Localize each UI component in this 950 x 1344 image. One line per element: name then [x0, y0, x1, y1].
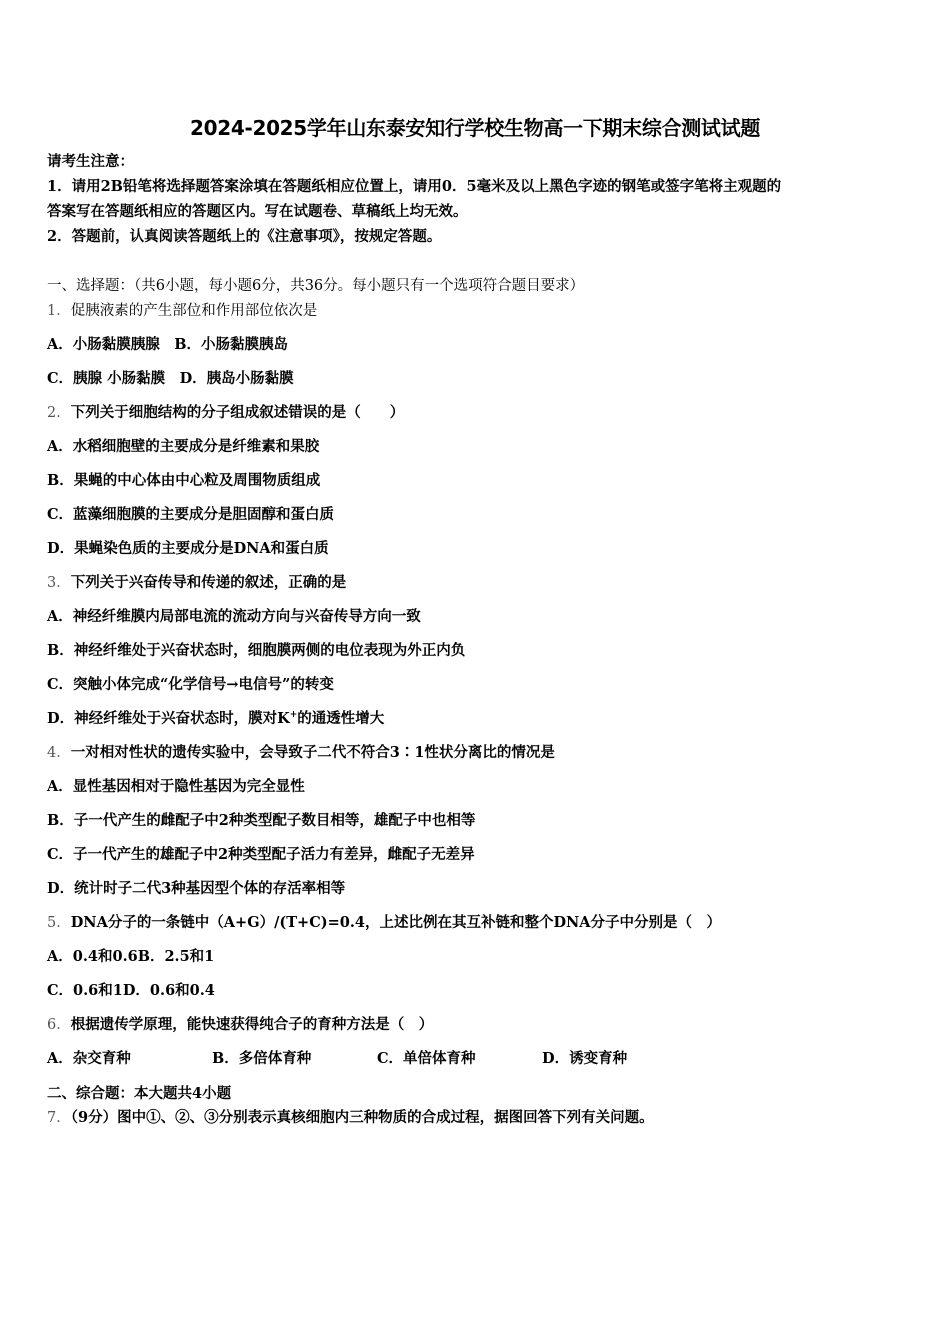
- question-4-option-b: B．子一代产生的雌配子中2种类型配子数目相等，雄配子中也相等: [47, 812, 476, 829]
- page-title: 2024-2025学年山东泰安知行学校生物高一下期末综合测试试题: [189, 116, 761, 140]
- question-text: 下列关于细胞结构的分子组成叙述错误的是（ ）: [70, 404, 405, 421]
- question-6-option-b: B．多倍体育种: [212, 1050, 312, 1067]
- question-text: （9分）图中①、②、③分别表示真核细胞内三种物质的合成过程，据图回答下列有关问题。: [70, 1109, 654, 1126]
- question-1-options-ab: A．小肠黏膜胰腺 B．小肠黏膜胰岛: [47, 336, 289, 353]
- question-2-stem: [47, 403, 404, 423]
- question-6-option-a: A．杂交育种: [47, 1050, 131, 1067]
- question-3-option-c: C．突触小体完成“化学信号→电信号”的转变: [47, 676, 334, 693]
- question-6-stem: [47, 1015, 433, 1035]
- question-text: 下列关于兴奋传导和传递的叙述，正确的是: [70, 574, 347, 591]
- question-2-option-d: D．果蝇染色质的主要成分是DNA和蛋白质: [47, 540, 329, 557]
- option-d-text: D．神经纤维处于兴奋状态时，膜对K: [47, 710, 290, 727]
- section-1-heading: 一、选择题：（共6小题，每小题6分，共36分。每小题只有一个选项符合题目要求）: [47, 278, 585, 294]
- question-2-option-b: B．果蝇的中心体由中心粒及周围物质组成: [47, 472, 321, 489]
- question-number: 7．: [47, 1110, 71, 1126]
- question-4-option-a: A．显性基因相对于隐性基因为完全显性: [47, 778, 305, 795]
- question-7-stem: [47, 1108, 654, 1128]
- notice-heading: 请考生注意：: [47, 153, 134, 170]
- question-3-option-b: B．神经纤维处于兴奋状态时，细胞膜两侧的电位表现为外正内负: [47, 642, 466, 659]
- superscript-plus: +: [289, 710, 298, 721]
- question-text: DNA分子的一条链中（A+G）/(T+C)=0.4，上述比例在其互补链和整个DNA分子中分别是（ ）: [70, 914, 722, 931]
- question-3-stem: [47, 573, 346, 593]
- question-5-options-ab: A．0.4和0.6B．2.5和1: [47, 948, 215, 965]
- question-text: 促胰液素的产生部位和作用部位依次是: [70, 303, 318, 319]
- question-3-option-d: [47, 709, 384, 729]
- question-number: 4．: [47, 745, 71, 761]
- question-4-stem: [47, 743, 555, 763]
- question-text: 根据遗传学原理，能快速获得纯合子的育种方法是（ ）: [70, 1016, 434, 1033]
- notice-item-1-line-2: 答案写在答题纸相应的答题区内。写在试题卷、草稿纸上均无效。: [47, 203, 468, 220]
- option-d-text-end: 的通透性增大: [297, 710, 385, 727]
- notice-item-1-line-1: 1．请用2B铅笔将选择题答案涂填在答题纸相应位置上，请用0．5毫米及以上黑色字迹的钢笔或签字笔将主观题的: [47, 178, 782, 195]
- question-3-option-a: A．神经纤维膜内局部电流的流动方向与兴奋传导方向一致: [47, 608, 421, 625]
- question-number: 6．: [47, 1017, 71, 1033]
- question-5-options-cd: C．0.6和1D．0.6和0.4: [47, 982, 215, 999]
- question-number: 5．: [47, 915, 71, 931]
- question-number: 2．: [47, 405, 71, 421]
- section-2-heading: 二、综合题：本大题共4小题: [47, 1085, 232, 1102]
- question-2-option-a: A．水稻细胞壁的主要成分是纤维素和果胶: [47, 438, 320, 455]
- question-4-option-c: C．子一代产生的雄配子中2种类型配子活力有差异，雌配子无差异: [47, 846, 475, 863]
- question-6-option-c: C．单倍体育种: [377, 1050, 476, 1067]
- question-1-options-cd: C．胰腺 小肠黏膜 D．胰岛小肠黏膜: [47, 370, 294, 387]
- question-4-option-d: D．统计时子二代3种基因型个体的存活率相等: [47, 880, 346, 897]
- question-5-stem: [47, 913, 721, 933]
- question-number: 1．: [47, 303, 71, 319]
- question-number: 3．: [47, 575, 71, 591]
- question-text: 一对相对性状的遗传实验中，会导致子二代不符合3∶1性状分离比的情况是: [70, 744, 555, 761]
- question-6-option-d: D．诱变育种: [542, 1050, 628, 1067]
- notice-item-2: 2．答题前，认真阅读答题纸上的《注意事项》，按规定答题。: [47, 228, 442, 245]
- question-2-option-c: C．蓝藻细胞膜的主要成分是胆固醇和蛋白质: [47, 506, 335, 523]
- question-1-stem: [47, 301, 317, 321]
